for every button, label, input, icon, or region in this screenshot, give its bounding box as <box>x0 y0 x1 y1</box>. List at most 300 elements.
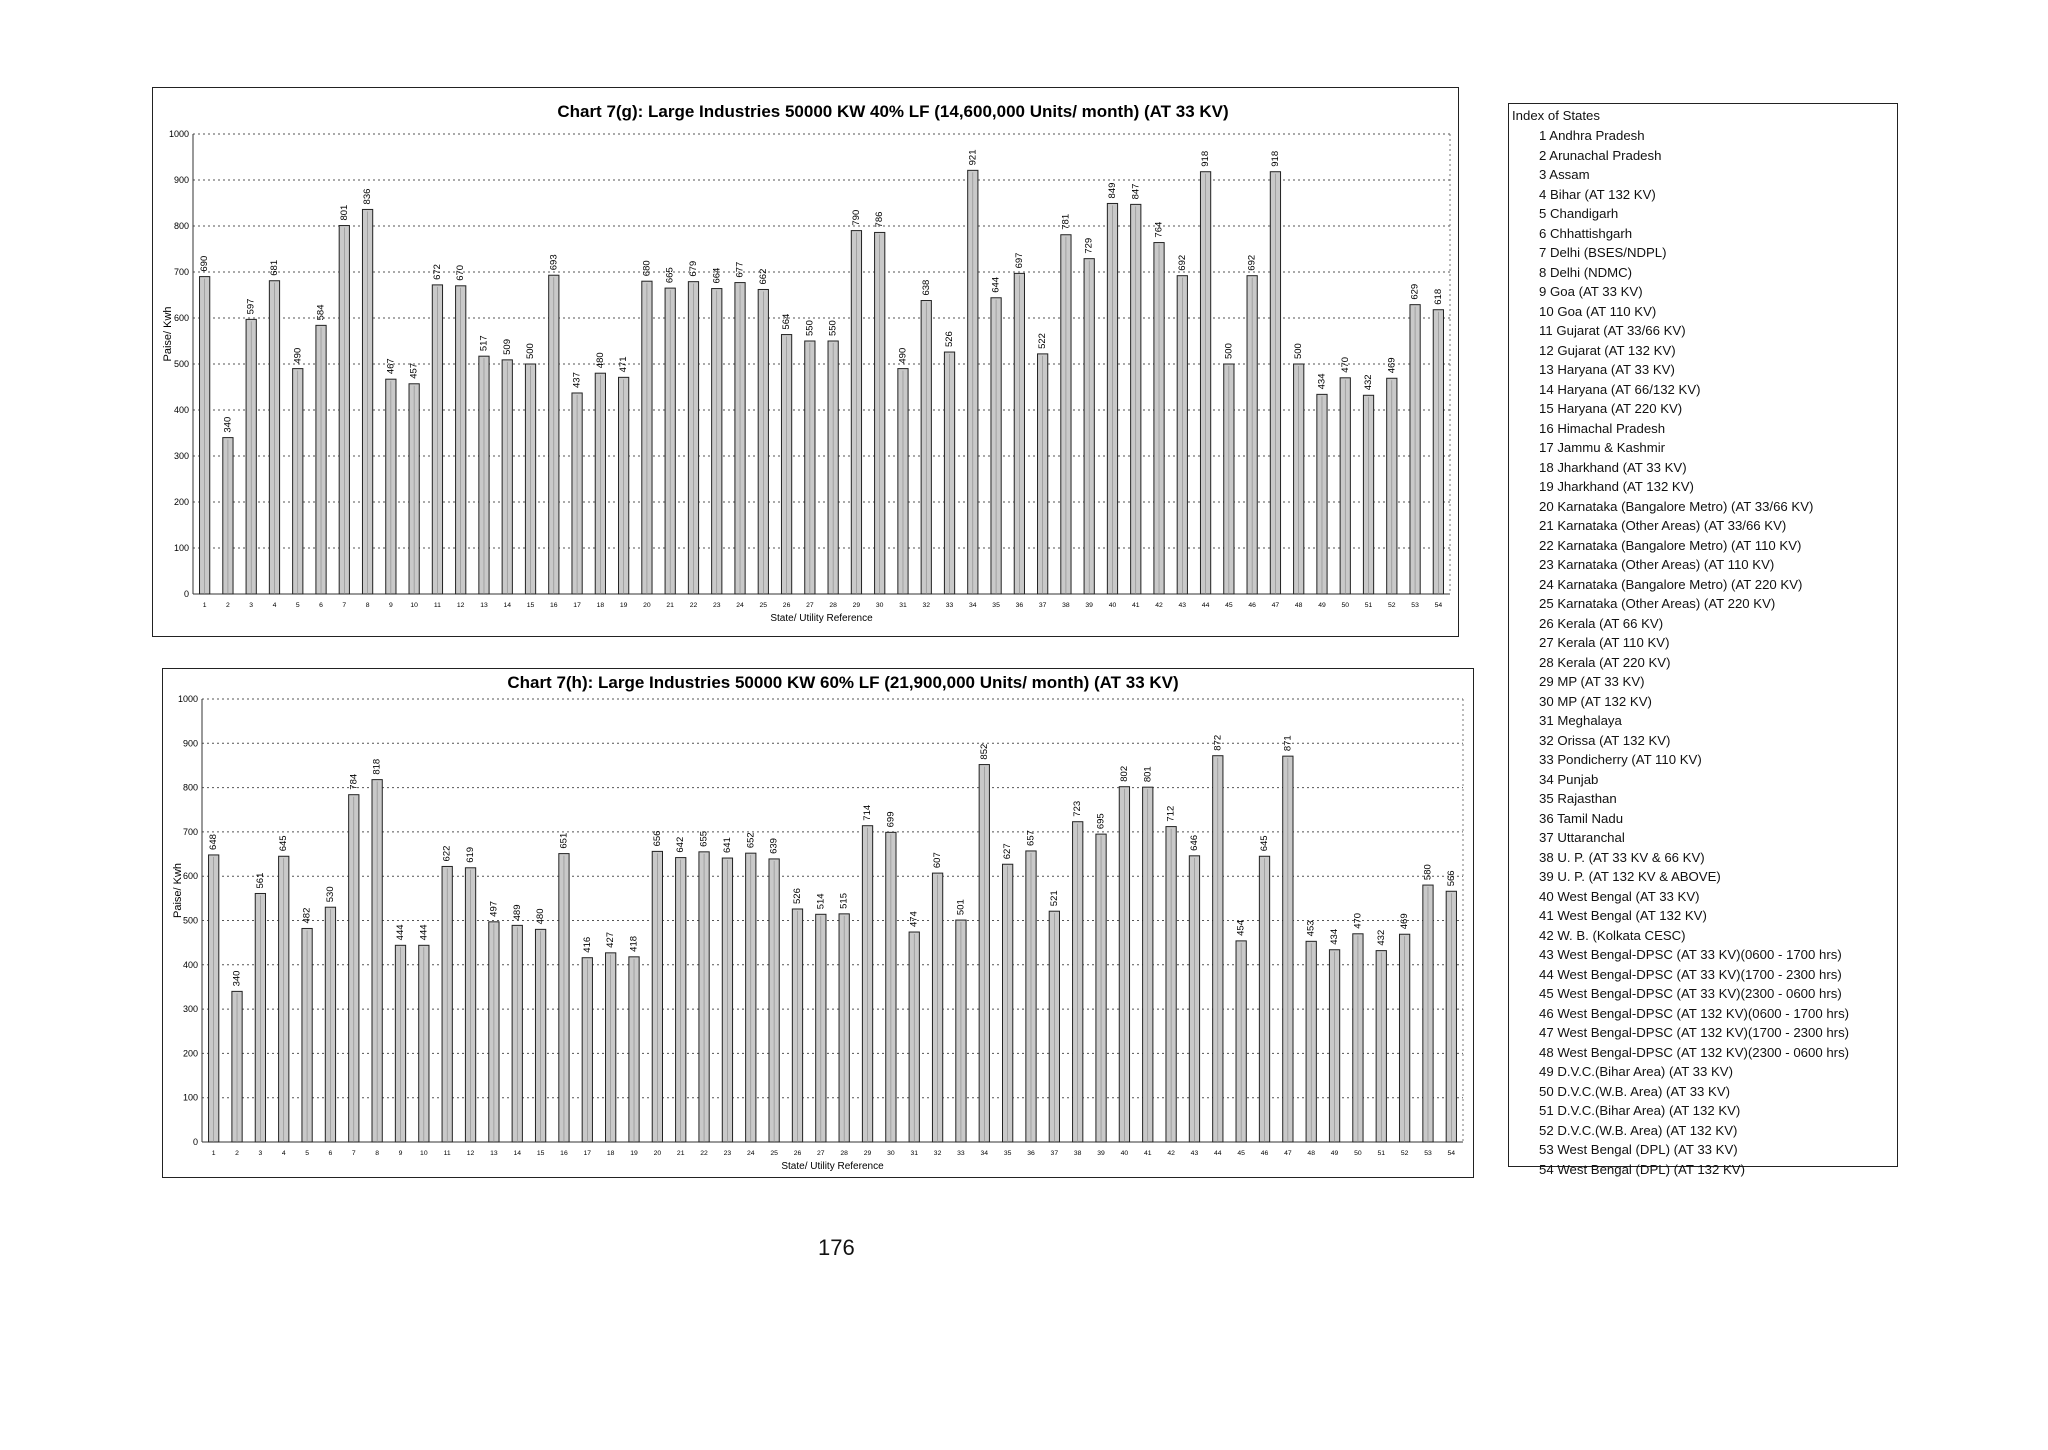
index-item: 5 Chandigarh <box>1539 206 1619 221</box>
category-label: 45 <box>1237 1150 1245 1157</box>
value-label: 618 <box>1432 288 1444 305</box>
value-label: 693 <box>548 254 560 271</box>
value-label: 629 <box>1409 283 1421 300</box>
category-label: 15 <box>536 1150 545 1157</box>
value-label: 872 <box>1212 734 1224 751</box>
index-item: 31 Meghalaya <box>1539 713 1622 728</box>
value-label: 471 <box>618 356 630 373</box>
index-item: 22 Karnataka (Bangalore Metro) (AT 110 KV) <box>1539 537 1802 553</box>
index-item: 38 U. P. (AT 33 KV & 66 KV) <box>1539 849 1705 865</box>
value-label: 836 <box>362 188 374 205</box>
value-label: 622 <box>441 845 453 862</box>
value-label: 723 <box>1072 800 1084 817</box>
category-label: 27 <box>806 602 814 609</box>
category-label: 23 <box>723 1150 732 1157</box>
category-label: 5 <box>295 602 300 609</box>
category-label: 54 <box>1434 602 1443 609</box>
value-label: 517 <box>478 335 490 352</box>
category-label: 51 <box>1364 602 1373 609</box>
value-label: 500 <box>525 343 537 359</box>
value-label: 645 <box>278 835 290 852</box>
value-label: 480 <box>535 908 547 925</box>
category-label: 52 <box>1388 602 1396 609</box>
value-label: 690 <box>199 255 211 272</box>
y-tick-label: 600 <box>182 871 198 882</box>
category-label: 51 <box>1377 1150 1386 1157</box>
category-label: 5 <box>305 1150 309 1157</box>
index-item: 41 West Bengal (AT 132 KV) <box>1539 908 1707 923</box>
y-tick-label: 500 <box>182 915 198 926</box>
index-item: 50 D.V.C.(W.B. Area) (AT 33 KV) <box>1539 1083 1731 1099</box>
index-item: 37 Uttaranchal <box>1539 830 1625 845</box>
x-axis-label: State/ Utility Reference <box>770 613 873 624</box>
y-tick-label: 800 <box>182 782 198 793</box>
value-label: 627 <box>1002 843 1014 860</box>
value-label: 801 <box>1142 766 1154 783</box>
category-label: 17 <box>583 1150 592 1157</box>
category-label: 47 <box>1271 602 1280 609</box>
value-label: 918 <box>1269 150 1281 167</box>
value-label: 781 <box>1060 213 1072 230</box>
value-label: 340 <box>222 416 234 433</box>
value-label: 672 <box>431 264 443 280</box>
value-label: 644 <box>990 276 1002 293</box>
x-axis-label: State/ Utility Reference <box>781 1161 884 1172</box>
category-label: 38 <box>1073 1150 1082 1157</box>
category-label: 34 <box>980 1150 989 1157</box>
value-label: 584 <box>315 304 327 321</box>
value-label: 453 <box>1305 920 1317 937</box>
category-label: 14 <box>503 602 512 609</box>
index-item: 18 Jharkhand (AT 33 KV) <box>1539 459 1687 475</box>
index-item: 48 West Bengal-DPSC (AT 132 KV)(2300 - 0600 hrs) <box>1539 1044 1850 1060</box>
index-item: 25 Karnataka (Other Areas) (AT 220 KV) <box>1539 596 1776 611</box>
y-axis-label: Paise/ Kwh <box>162 306 174 362</box>
index-item: 12 Gujarat (AT 132 KV) <box>1539 342 1676 358</box>
value-label: 786 <box>874 211 886 228</box>
y-tick-label: 500 <box>173 359 189 369</box>
value-label: 501 <box>955 899 967 916</box>
value-label: 340 <box>231 970 243 987</box>
index-item: 42 W. B. (Kolkata CESC) <box>1539 927 1686 943</box>
y-tick-label: 1000 <box>168 129 189 139</box>
index-item: 15 Haryana (AT 220 KV) <box>1539 401 1683 416</box>
value-label: 444 <box>395 924 407 941</box>
value-label: 871 <box>1282 735 1294 752</box>
category-label: 53 <box>1424 1150 1432 1157</box>
index-item: 47 West Bengal-DPSC (AT 132 KV)(1700 - 2300 hrs) <box>1539 1025 1850 1040</box>
value-label: 680 <box>641 260 653 277</box>
value-label: 497 <box>488 900 500 917</box>
value-label: 679 <box>687 260 699 277</box>
y-tick-label: 1000 <box>177 694 198 704</box>
category-label: 37 <box>1050 1150 1059 1157</box>
y-tick-label: 900 <box>173 175 189 185</box>
index-item: 45 West Bengal-DPSC (AT 33 KV)(2300 - 0600 hrs) <box>1539 986 1842 1001</box>
value-label: 655 <box>698 830 710 847</box>
value-label: 656 <box>651 830 663 847</box>
index-item: 36 Tamil Nadu <box>1539 810 1624 826</box>
category-label: 9 <box>388 602 393 609</box>
value-label: 712 <box>1165 805 1177 822</box>
index-item: 43 West Bengal-DPSC (AT 33 KV)(0600 - 1700 hrs) <box>1539 947 1842 962</box>
category-label: 36 <box>1027 1150 1035 1157</box>
index-item: 46 West Bengal-DPSC (AT 132 KV)(0600 - 1700 hrs) <box>1539 1005 1850 1021</box>
category-label: 53 <box>1411 602 1419 609</box>
category-label: 16 <box>560 1150 568 1157</box>
value-label: 784 <box>348 773 360 790</box>
value-label: 530 <box>324 886 336 903</box>
value-label: 695 <box>1095 813 1107 830</box>
index-item: 52 D.V.C.(W.B. Area) (AT 132 KV) <box>1539 1122 1738 1138</box>
category-label: 1 <box>211 1150 216 1157</box>
value-label: 434 <box>1329 928 1341 945</box>
value-label: 566 <box>1445 870 1457 887</box>
value-label: 790 <box>850 209 862 226</box>
category-label: 21 <box>666 602 674 609</box>
value-label: 564 <box>781 313 793 330</box>
category-label: 29 <box>852 602 861 609</box>
index-item: 51 D.V.C.(Bihar Area) (AT 132 KV) <box>1539 1103 1741 1118</box>
category-label: 7 <box>351 1150 356 1157</box>
category-label: 30 <box>887 1150 895 1157</box>
index-item: 39 U. P. (AT 132 KV & ABOVE) <box>1539 869 1721 884</box>
page-number: 176 <box>818 1235 855 1260</box>
category-label: 36 <box>1015 602 1024 609</box>
y-tick-label: 0 <box>192 1137 198 1147</box>
category-label: 52 <box>1400 1150 1409 1157</box>
category-label: 6 <box>319 602 323 609</box>
category-label: 32 <box>922 602 931 609</box>
category-label: 28 <box>840 1150 848 1157</box>
category-label: 30 <box>875 602 884 609</box>
index-item: 49 D.V.C.(Bihar Area) (AT 33 KV) <box>1539 1064 1733 1079</box>
index-item: 8 Delhi (NDMC) <box>1539 264 1633 280</box>
value-label: 921 <box>967 149 979 166</box>
value-label: 818 <box>371 758 383 775</box>
y-tick-label: 200 <box>173 497 189 507</box>
y-tick-label: 300 <box>173 451 189 461</box>
category-label: 23 <box>712 602 721 609</box>
index-item: 24 Karnataka (Bangalore Metro) (AT 220 KV) <box>1539 576 1803 592</box>
category-label: 3 <box>249 602 254 609</box>
category-label: 33 <box>945 602 954 609</box>
index-item: 19 Jharkhand (AT 132 KV) <box>1539 479 1694 494</box>
y-tick-label: 800 <box>173 221 189 231</box>
category-label: 46 <box>1248 602 1256 609</box>
index-item: 1 Andhra Pradesh <box>1539 128 1645 143</box>
value-label: 550 <box>804 320 816 336</box>
index-title: Index of States <box>1512 108 1600 123</box>
y-tick-label: 100 <box>182 1092 198 1103</box>
category-label: 21 <box>676 1150 685 1157</box>
category-label: 24 <box>736 602 744 609</box>
category-label: 9 <box>398 1150 403 1157</box>
category-label: 25 <box>759 602 768 609</box>
value-label: 847 <box>1130 183 1142 200</box>
value-label: 470 <box>1339 356 1351 373</box>
value-label: 665 <box>664 267 676 284</box>
value-label: 619 <box>465 846 477 863</box>
index-item: 30 MP (AT 132 KV) <box>1539 693 1652 709</box>
value-label: 642 <box>675 836 687 853</box>
category-label: 18 <box>596 602 605 609</box>
value-label: 670 <box>455 264 467 281</box>
category-label: 11 <box>443 1150 451 1157</box>
category-label: 48 <box>1294 602 1303 609</box>
category-label: 35 <box>992 602 1000 609</box>
value-label: 801 <box>338 204 350 221</box>
category-label: 20 <box>643 602 651 609</box>
value-label: 918 <box>1200 150 1212 167</box>
y-tick-label: 900 <box>182 738 198 749</box>
value-label: 645 <box>1259 835 1271 852</box>
value-label: 639 <box>768 838 780 854</box>
value-label: 802 <box>1118 765 1130 782</box>
category-label: 35 <box>1003 1150 1012 1157</box>
index-item: 10 Goa (AT 110 KV) <box>1539 303 1657 319</box>
index-of-states <box>1508 103 1898 1177</box>
category-label: 7 <box>342 602 347 609</box>
index-item: 17 Jammu & Kashmir <box>1539 440 1666 455</box>
index-item: 54 West Bengal (DPL) (AT 132 KV) <box>1539 1161 1745 1177</box>
category-label: 42 <box>1167 1150 1175 1157</box>
index-item: 7 Delhi (BSES/NDPL) <box>1539 245 1667 260</box>
category-label: 26 <box>793 1150 802 1157</box>
index-item: 27 Kerala (AT 110 KV) <box>1539 635 1670 650</box>
category-label: 12 <box>456 602 465 609</box>
category-label: 40 <box>1120 1150 1129 1157</box>
value-label: 852 <box>978 743 990 760</box>
category-label: 43 <box>1178 602 1187 609</box>
index-item: 14 Haryana (AT 66/132 KV) <box>1539 381 1701 397</box>
chart-7h <box>163 669 1473 1177</box>
category-label: 19 <box>630 1150 638 1157</box>
y-tick-label: 0 <box>183 589 189 599</box>
value-label: 474 <box>908 911 920 928</box>
index-item: 4 Bihar (AT 132 KV) <box>1539 186 1656 202</box>
value-label: 432 <box>1363 374 1375 391</box>
value-label: 677 <box>734 261 746 278</box>
value-label: 437 <box>571 372 583 388</box>
y-tick-label: 400 <box>182 959 198 970</box>
category-label: 4 <box>272 602 277 609</box>
category-label: 29 <box>863 1150 872 1157</box>
index-item: 20 Karnataka (Bangalore Metro) (AT 33/66 KV) <box>1539 498 1814 514</box>
category-label: 13 <box>480 602 488 609</box>
value-label: 434 <box>1316 373 1328 390</box>
category-label: 32 <box>933 1150 942 1157</box>
y-tick-label: 600 <box>173 313 189 323</box>
category-label: 46 <box>1260 1150 1269 1157</box>
category-label: 44 <box>1201 602 1210 609</box>
category-label: 11 <box>433 602 441 609</box>
category-label: 38 <box>1062 602 1070 609</box>
value-label: 515 <box>838 892 850 909</box>
category-label: 43 <box>1190 1150 1199 1157</box>
category-label: 3 <box>258 1150 263 1157</box>
category-label: 26 <box>782 602 791 609</box>
value-label: 526 <box>944 331 956 348</box>
value-label: 521 <box>1048 890 1060 907</box>
index-item: 29 MP (AT 33 KV) <box>1539 674 1645 689</box>
category-label: 25 <box>770 1150 778 1157</box>
value-label: 490 <box>292 347 304 364</box>
value-label: 467 <box>385 358 397 375</box>
index-item: 40 West Bengal (AT 33 KV) <box>1539 888 1700 904</box>
category-label: 8 <box>365 602 370 609</box>
value-label: 550 <box>827 320 839 336</box>
value-label: 427 <box>605 931 617 948</box>
y-axis-label: Paise/ Kwh <box>172 862 184 919</box>
category-label: 44 <box>1214 1150 1222 1157</box>
value-label: 597 <box>245 298 257 315</box>
value-label: 514 <box>815 893 827 910</box>
index-item: 13 Haryana (AT 33 KV) <box>1539 362 1675 377</box>
category-label: 22 <box>700 1150 708 1157</box>
category-label: 41 <box>1131 602 1140 609</box>
value-label: 469 <box>1399 913 1411 930</box>
value-label: 500 <box>1293 343 1305 359</box>
category-label: 50 <box>1354 1150 1362 1157</box>
category-label: 49 <box>1330 1150 1339 1157</box>
index-item: 35 Rajasthan <box>1539 791 1617 806</box>
category-label: 16 <box>550 602 558 609</box>
value-label: 490 <box>897 347 909 364</box>
value-label: 714 <box>862 804 874 821</box>
index-item: 6 Chhattishgarh <box>1539 225 1633 241</box>
value-label: 489 <box>511 904 523 921</box>
value-label: 681 <box>268 259 280 276</box>
value-label: 699 <box>885 811 897 828</box>
value-label: 638 <box>920 279 932 296</box>
y-tick-label: 100 <box>173 543 189 553</box>
value-label: 444 <box>418 924 430 941</box>
y-tick-label: 400 <box>173 405 189 415</box>
category-label: 13 <box>490 1150 498 1157</box>
value-label: 561 <box>254 872 266 889</box>
value-label: 652 <box>745 832 757 849</box>
index-item: 34 Punjab <box>1539 771 1599 787</box>
value-label: 470 <box>1352 912 1364 929</box>
index-item: 44 West Bengal-DPSC (AT 33 KV)(1700 - 2300 hrs) <box>1539 966 1842 982</box>
value-label: 692 <box>1176 254 1188 271</box>
chart-7g-panel <box>152 87 1459 637</box>
value-label: 454 <box>1235 920 1247 936</box>
index-item: 32 Orissa (AT 132 KV) <box>1539 732 1671 748</box>
value-label: 418 <box>628 935 640 952</box>
index-item: 53 West Bengal (DPL) (AT 33 KV) <box>1539 1142 1738 1157</box>
index-item: 28 Kerala (AT 220 KV) <box>1539 654 1671 670</box>
value-label: 432 <box>1375 929 1387 946</box>
value-label: 500 <box>1223 343 1235 359</box>
category-label: 15 <box>526 602 535 609</box>
index-item: 21 Karnataka (Other Areas) (AT 33/66 KV) <box>1539 518 1787 533</box>
index-item: 16 Himachal Pradesh <box>1539 420 1666 436</box>
category-label: 6 <box>328 1150 333 1157</box>
category-label: 28 <box>829 602 837 609</box>
category-label: 37 <box>1038 602 1047 609</box>
chart-7g <box>153 88 1458 636</box>
y-tick-label: 300 <box>182 1004 198 1015</box>
value-label: 662 <box>757 268 769 285</box>
category-label: 10 <box>420 1150 428 1157</box>
category-label: 20 <box>653 1150 662 1157</box>
category-label: 48 <box>1307 1150 1315 1157</box>
value-label: 416 <box>581 936 593 953</box>
value-label: 457 <box>408 362 420 379</box>
y-tick-label: 200 <box>182 1048 198 1059</box>
index-item: 2 Arunachal Pradesh <box>1539 147 1662 163</box>
value-label: 697 <box>1013 252 1025 269</box>
category-label: 18 <box>606 1150 615 1157</box>
value-label: 469 <box>1386 357 1398 374</box>
category-label: 54 <box>1447 1150 1456 1157</box>
category-label: 33 <box>957 1150 965 1157</box>
category-label: 8 <box>375 1150 380 1157</box>
value-label: 764 <box>1153 221 1165 238</box>
category-label: 39 <box>1097 1150 1105 1157</box>
value-label: 509 <box>501 339 513 355</box>
category-label: 50 <box>1341 602 1350 609</box>
value-label: 849 <box>1106 182 1118 199</box>
category-label: 14 <box>513 1150 522 1157</box>
category-label: 40 <box>1108 602 1117 609</box>
value-label: 651 <box>558 832 570 849</box>
index-item: 9 Goa (AT 33 KV) <box>1539 284 1643 299</box>
value-label: 646 <box>1188 834 1200 851</box>
category-label: 2 <box>226 602 230 609</box>
category-label: 49 <box>1318 602 1326 609</box>
y-tick-label: 700 <box>173 267 189 277</box>
index-item: 3 Assam <box>1539 167 1590 182</box>
index-item: 26 Kerala (AT 66 KV) <box>1539 615 1664 631</box>
category-label: 31 <box>910 1150 919 1157</box>
index-item: 33 Pondicherry (AT 110 KV) <box>1539 752 1702 767</box>
value-label: 692 <box>1246 254 1258 271</box>
category-label: 45 <box>1225 602 1233 609</box>
category-label: 34 <box>969 602 977 609</box>
category-label: 12 <box>466 1150 475 1157</box>
value-label: 522 <box>1037 333 1049 349</box>
chart-7h-panel <box>162 668 1474 1178</box>
value-label: 526 <box>791 888 803 904</box>
category-label: 2 <box>235 1150 239 1157</box>
value-label: 480 <box>594 352 606 369</box>
value-label: 641 <box>721 837 733 854</box>
value-label: 482 <box>301 907 313 924</box>
category-label: 27 <box>817 1150 825 1157</box>
category-label: 22 <box>689 602 698 609</box>
index-list <box>1539 126 1849 1179</box>
category-label: 47 <box>1284 1150 1292 1157</box>
value-label: 580 <box>1422 864 1434 881</box>
category-label: 10 <box>410 602 418 609</box>
category-label: 42 <box>1155 602 1163 609</box>
category-label: 1 <box>202 602 207 609</box>
value-label: 648 <box>208 834 220 850</box>
category-label: 4 <box>281 1150 286 1157</box>
value-label: 607 <box>932 852 944 869</box>
value-label: 657 <box>1025 830 1037 846</box>
index-item: 23 Karnataka (Other Areas) (AT 110 KV) <box>1539 557 1775 572</box>
category-label: 19 <box>619 602 628 609</box>
category-label: 31 <box>899 602 907 609</box>
value-label: 729 <box>1083 237 1095 254</box>
category-label: 17 <box>573 602 581 609</box>
chart-title: Chart 7(g): Large Industries 50000 KW 40% LF (14,600,000 Units/ month) (AT 33 KV) <box>557 102 1229 121</box>
y-tick-label: 700 <box>182 826 198 837</box>
